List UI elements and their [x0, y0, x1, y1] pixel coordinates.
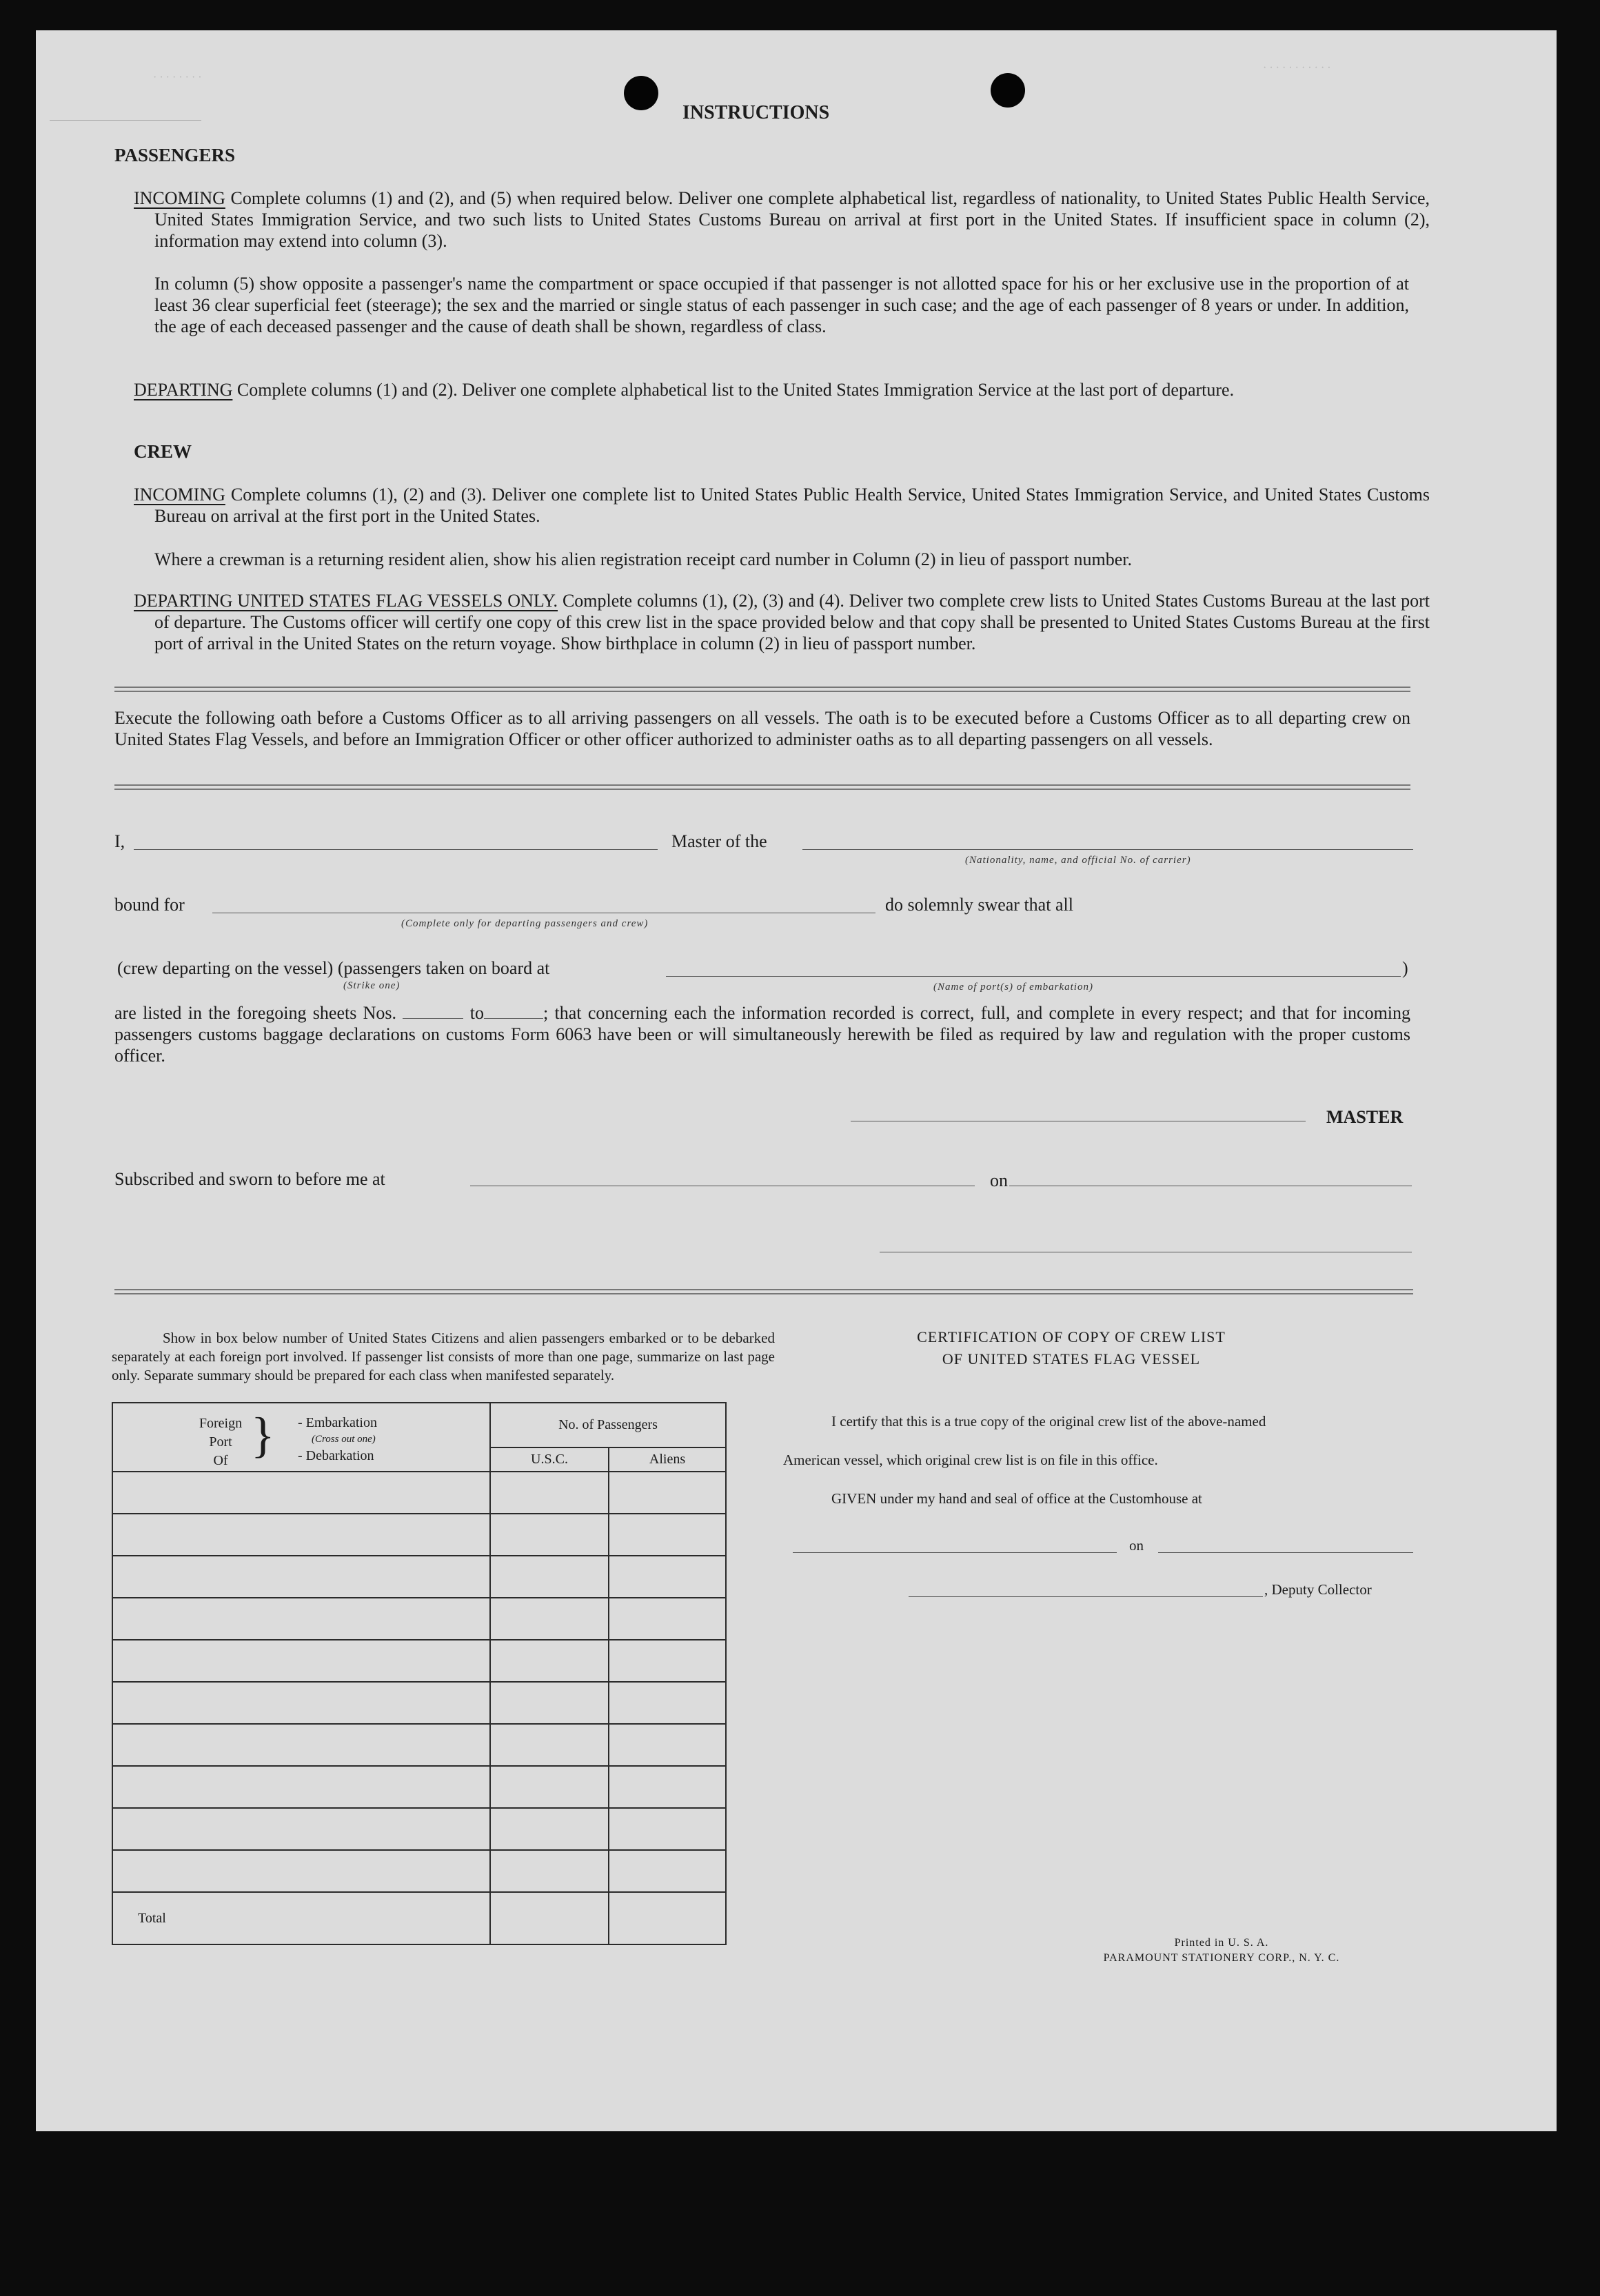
section-divider	[114, 1293, 1413, 1294]
aliens-cell[interactable]	[609, 1808, 726, 1850]
crew-heading: CREW	[134, 441, 192, 462]
close-paren: )	[1402, 958, 1408, 978]
port-cell[interactable]	[112, 1598, 490, 1640]
certify-line2: American vessel, which original crew list is on file in this office.	[783, 1452, 1158, 1468]
usc-cell[interactable]	[490, 1808, 609, 1850]
aliens-cell[interactable]	[609, 1682, 726, 1724]
document-page	[36, 30, 1557, 2131]
debarkation-option[interactable]: - Debarkation	[298, 1448, 374, 1463]
cross-out-note: (Cross out one)	[312, 1434, 376, 1445]
section-divider	[114, 691, 1410, 692]
passengers-incoming-paragraph	[134, 187, 1430, 252]
usc-cell[interactable]	[490, 1472, 609, 1514]
usc-cell[interactable]	[490, 1766, 609, 1808]
sheet-from-line[interactable]	[403, 1006, 463, 1019]
given-line: GIVEN under my hand and seal of office at the Customhouse at	[831, 1490, 1202, 1507]
to-label: to	[469, 1003, 484, 1023]
master-label: MASTER	[1326, 1107, 1404, 1127]
aliens-cell[interactable]	[609, 1850, 726, 1892]
certification-date-line[interactable]	[1158, 1552, 1413, 1553]
port-header-cell	[112, 1403, 490, 1472]
usc-cell[interactable]	[490, 1682, 609, 1724]
usc-cell[interactable]	[490, 1556, 609, 1598]
passengers-incoming-text: Complete columns (1) and (2), and (5) when required below. Deliver one complete alphabetical list, regardless of nationality, to United States Public Health Service, United States Immigration Service, and two such lists to United States Customs Bureau on arrival at first port in the United States. If insufficient space in column (2), information may extend into column (3).	[154, 188, 1430, 251]
aliens-cell[interactable]	[609, 1556, 726, 1598]
aliens-total-cell[interactable]	[609, 1892, 726, 1944]
passenger-summary-table	[112, 1402, 727, 1945]
subscribed-label: Subscribed and sworn to before me at	[114, 1169, 385, 1189]
printer-line1: Printed in U. S. A.	[1174, 1937, 1269, 1949]
deputy-signature-line[interactable]	[909, 1596, 1263, 1597]
foreign-label: Foreign	[199, 1416, 243, 1431]
crew-incoming-paragraph	[134, 484, 1430, 527]
sworn-on-label: on	[990, 1170, 1008, 1190]
master-of-the-label: Master of the	[671, 831, 767, 851]
no-passengers-header: No. of Passengers	[490, 1403, 726, 1447]
port-cell[interactable]	[112, 1640, 490, 1682]
total-label: Total	[138, 1910, 166, 1926]
passengers-column5-paragraph: In column (5) show opposite a passenger's name the compartment or space occupied if that passenger is not allotted space for his or her exclusive use in the proportion of at least 36 clear superficial feet (steerage); the sex and the married or single status of each passenger in such case; and the age of each passenger of 8 years or under. In addition, the age of each deceased passenger and the cause of death shall be shown, regardless of class.	[154, 274, 1409, 336]
bound-for-caption: (Complete only for departing passengers and crew)	[401, 918, 649, 929]
strike-one-caption: (Strike one)	[343, 980, 401, 991]
crew-departing-paragraph	[134, 590, 1430, 654]
aliens-header: Aliens	[609, 1447, 726, 1472]
port-cell[interactable]	[112, 1556, 490, 1598]
crew-passengers-label: (crew departing on the vessel) (passengers taken on board at	[117, 958, 550, 978]
oath-i-label: I,	[114, 831, 125, 851]
brace-glyph: }	[251, 1408, 275, 1463]
passengers-heading: PASSENGERS	[114, 145, 236, 165]
passengers-incoming-label: INCOMING	[134, 188, 225, 208]
printer-line2: PARAMOUNT STATIONERY CORP., N. Y. C.	[1103, 1952, 1340, 1964]
bleed-through-mark: · · · · · · · · · · ·	[1263, 62, 1331, 74]
port-cell[interactable]	[112, 1514, 490, 1556]
port-cell[interactable]	[112, 1682, 490, 1724]
crew-departing-text: Complete columns (1), (2), (3) and (4). Deliver two complete crew lists to United States Customs Bureau at the last port of departure. The Customs officer will certify one copy of this crew list in the space provided below and that copy shall be presented to United States Customs Bureau at the first port of arrival in the United States on the return voyage. Show birthplace in column (2) in lieu of passport number.	[154, 591, 1430, 653]
certification-title	[871, 1326, 1271, 1370]
certification-title-line1: CERTIFICATION OF COPY OF CREW LIST	[917, 1328, 1226, 1345]
listed-paragraph	[114, 1002, 1410, 1066]
carrier-caption: (Nationality, name, and official No. of carrier)	[965, 855, 1191, 866]
usc-cell[interactable]	[490, 1724, 609, 1766]
aliens-cell[interactable]	[609, 1514, 726, 1556]
section-divider	[114, 789, 1410, 790]
section-divider	[114, 687, 1410, 688]
embarkation-port-line[interactable]	[666, 976, 1401, 977]
aliens-cell[interactable]	[609, 1724, 726, 1766]
usc-cell[interactable]	[490, 1514, 609, 1556]
of-label: Of	[213, 1453, 228, 1468]
port-label: Port	[209, 1434, 232, 1450]
port-cell[interactable]	[112, 1472, 490, 1514]
customhouse-line[interactable]	[793, 1552, 1117, 1553]
bleed-through-line	[50, 120, 201, 121]
oath-intro-paragraph: Execute the following oath before a Customs Officer as to all arriving passengers on all vessels. The oath is to be executed before a Customs Officer as to all departing crew on United States Flag Vessels, and before an Immigration Officer or other officer authorized to administer oaths as to all departing passengers on all vessels.	[114, 708, 1410, 749]
crew-resident-paragraph: Where a crewman is a returning resident alien, show his alien registration receipt card number in Column (2) in lieu of passport number.	[154, 549, 1133, 569]
page-title: INSTRUCTIONS	[682, 102, 830, 123]
port-cell[interactable]	[112, 1850, 490, 1892]
carrier-line[interactable]	[802, 849, 1413, 850]
usc-cell[interactable]	[490, 1598, 609, 1640]
passengers-departing-label: DEPARTING	[134, 380, 233, 400]
crew-incoming-label: INCOMING	[134, 485, 225, 505]
embarkation-caption: (Name of port(s) of embarkation)	[933, 982, 1093, 993]
port-cell[interactable]	[112, 1766, 490, 1808]
deputy-collector-label: , Deputy Collector	[1264, 1581, 1372, 1598]
certification-title-line2: OF UNITED STATES FLAG VESSEL	[942, 1350, 1201, 1368]
master-name-line[interactable]	[134, 849, 658, 850]
bleed-through-mark: · · · · · · · ·	[153, 72, 202, 83]
punch-hole-left	[624, 76, 658, 110]
port-cell[interactable]	[112, 1724, 490, 1766]
passengers-departing-text: Complete columns (1) and (2). Deliver one complete alphabetical list to the United States Immigration Service at the last port of departure.	[236, 380, 1235, 400]
embarkation-option[interactable]: - Embarkation	[298, 1415, 377, 1430]
total-label-cell	[112, 1892, 490, 1944]
usc-header: U.S.C.	[490, 1447, 609, 1472]
crew-incoming-text: Complete columns (1), (2) and (3). Deliver one complete list to United States Public Health Service, United States Immigration Service, and United States Customs Bureau on arrival at the first port in the United States.	[154, 485, 1430, 526]
embark-debark-options	[298, 1414, 377, 1464]
passengers-departing-paragraph	[134, 379, 1430, 400]
sheet-to-line[interactable]	[484, 1006, 543, 1019]
bound-for-label: bound for	[114, 895, 185, 915]
aliens-cell[interactable]	[609, 1640, 726, 1682]
certify-line1: I certify that this is a true copy of the original crew list of the above-named	[831, 1413, 1266, 1430]
swear-label: do solemnly swear that all	[885, 895, 1073, 915]
usc-total-cell[interactable]	[490, 1892, 609, 1944]
port-cell[interactable]	[112, 1808, 490, 1850]
foreign-port-of	[193, 1414, 248, 1470]
section-divider	[114, 1289, 1413, 1290]
printer-imprint	[1070, 1936, 1373, 1966]
summary-note: Show in box below number of United States Citizens and alien passengers embarked or to be debarked separately at each foreign port involved. If passenger list consists of more than one page, summarize on last page only. Separate summary should be prepared for each class when manifested separately.	[112, 1330, 775, 1383]
certification-on-label: on	[1129, 1537, 1144, 1554]
aliens-cell[interactable]	[609, 1472, 726, 1514]
aliens-cell[interactable]	[609, 1598, 726, 1640]
usc-cell[interactable]	[490, 1640, 609, 1682]
usc-cell[interactable]	[490, 1850, 609, 1892]
listed-prefix: are listed in the foregoing sheets Nos.	[114, 1003, 397, 1023]
punch-hole-right	[991, 73, 1025, 108]
listed-rest: ; that concerning each the information recorded is correct, full, and complete in every respect; and that for incoming passengers customs baggage declarations on customs Form 6063 have been or will simultaneously herewith be filed as required by law and regulation with the proper customs officer.	[114, 1003, 1411, 1066]
crew-departing-label: DEPARTING UNITED STATES FLAG VESSELS ONLY.	[134, 591, 558, 611]
aliens-cell[interactable]	[609, 1766, 726, 1808]
section-divider	[114, 784, 1410, 786]
